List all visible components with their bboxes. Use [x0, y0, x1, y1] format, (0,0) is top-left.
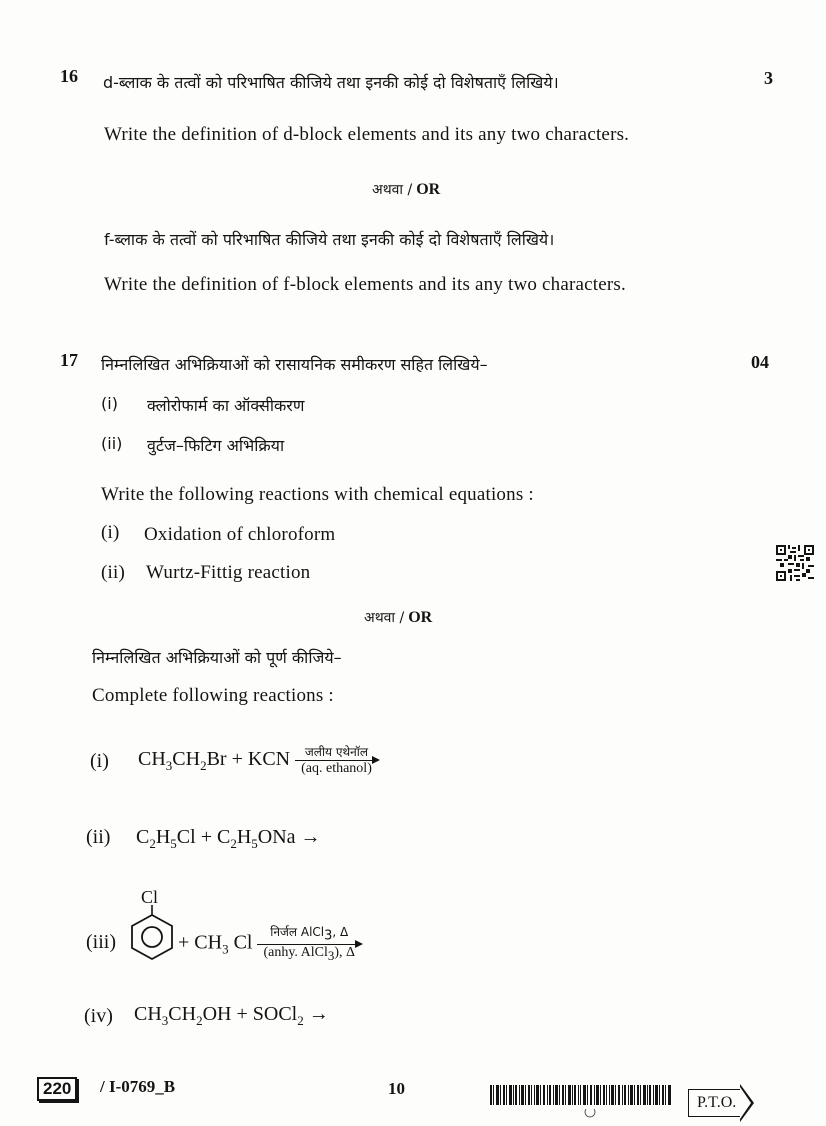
reaction-2-label: (ii): [86, 826, 111, 848]
q17-english-text: Write the following reactions with chemical equations :: [101, 484, 534, 505]
pto-label: P.T.O.: [688, 1089, 740, 1117]
paper-code: 220: [37, 1077, 77, 1101]
q17-english-item-text: Wurtz-Fittig reaction: [146, 562, 311, 583]
reaction-3-label: (iii): [86, 931, 116, 953]
q17-hindi-item-label: (ii): [101, 434, 123, 453]
reaction-1-arrow: [295, 744, 378, 777]
q17-english-item-label: (ii): [101, 562, 126, 583]
q16-number: 16: [60, 66, 78, 86]
reaction-3-condition-hindi: निर्जल AlCl: [270, 925, 325, 939]
pto-arrow: [688, 1089, 740, 1117]
q16-alt-hindi-text: f-ब्लाक के तत्वों को परिभाषित कीजिये तथा इनकी कोई दो विशेषताएँ लिखिये।: [104, 230, 555, 249]
q17-alt-english-text: Complete following reactions :: [92, 685, 334, 706]
reaction-3-condition-english: (anhy. AlCl: [263, 945, 328, 961]
q17-marks: 04: [751, 352, 769, 372]
or-hindi: अथवा /: [372, 182, 413, 198]
q17-alt-hindi-text: निम्नलिखित अभिक्रियाओं को पूर्ण कीजिये–: [92, 648, 342, 667]
page-number: 10: [388, 1079, 405, 1098]
q17-english-item-text: Oxidation of chloroform: [144, 524, 336, 545]
chlorine-label: Cl: [141, 887, 159, 907]
chlorobenzene-ring-icon: [128, 905, 178, 965]
reaction-1-equation: $CH_3CH_2Br$ + KCN जलीय एथेनॉल (aq. ethanol): [138, 744, 378, 777]
reaction-3-arrow: निर्जल AlCl$_3$, Δ (anhy. AlCl$_3$), Δ: [257, 924, 361, 964]
reaction-1-label: (i): [90, 750, 109, 772]
reaction-1-condition-english: (aq. ethanol): [301, 761, 372, 776]
q17-number: 17: [60, 350, 78, 370]
q16-alt-english-text: Write the definition of f-block elements and its any two characters.: [104, 274, 626, 295]
reaction-3-equation: + $CH_3$ Cl निर्जल AlCl$_3$, Δ (anhy. AlCl$_3$), Δ: [178, 924, 361, 964]
q17-hindi-text: निम्नलिखित अभिक्रियाओं को रासायनिक समीकरण सहित लिखिये–: [101, 355, 488, 374]
q17-english-item-label: (i): [101, 522, 120, 543]
qr-code-icon: [776, 545, 814, 581]
or-english: OR: [416, 181, 441, 198]
q17-hindi-item-label: (i): [101, 394, 118, 413]
paper-code-box: [37, 1077, 77, 1101]
q17-hindi-item-text: वुर्टज–फिटिग अभिक्रिया: [147, 436, 285, 455]
q16-english-text: Write the definition of d-block elements and its any two characters.: [104, 124, 630, 145]
reaction-1-condition-hindi: जलीय एथेनॉल: [304, 745, 369, 759]
paper-id: / I-0769_B: [100, 1077, 176, 1096]
or-hindi: अथवा /: [364, 610, 405, 626]
q16-marks: 3: [764, 68, 773, 88]
q17-hindi-item-text: क्लोरोफार्म का ऑक्सीकरण: [147, 396, 305, 415]
or-english: OR: [408, 609, 433, 626]
reaction-4-label: (iv): [84, 1005, 113, 1027]
q16-or-separator: [372, 180, 440, 199]
q17-or-separator: [364, 608, 432, 627]
stamp-mark-icon: [583, 1106, 597, 1120]
reaction-4-equation: $CH_3CH_2OH$ + SOCl$_2$ →: [134, 1003, 329, 1028]
reaction-2-equation: $C_2H_5Cl + C_2H_5ONa$ →: [136, 826, 321, 851]
barcode-icon: [490, 1085, 672, 1105]
q16-hindi-text: d-ब्लाक के तत्वों को परिभाषित कीजिये तथा इनकी कोई दो विशेषताएँ लिखिये।: [103, 73, 559, 92]
